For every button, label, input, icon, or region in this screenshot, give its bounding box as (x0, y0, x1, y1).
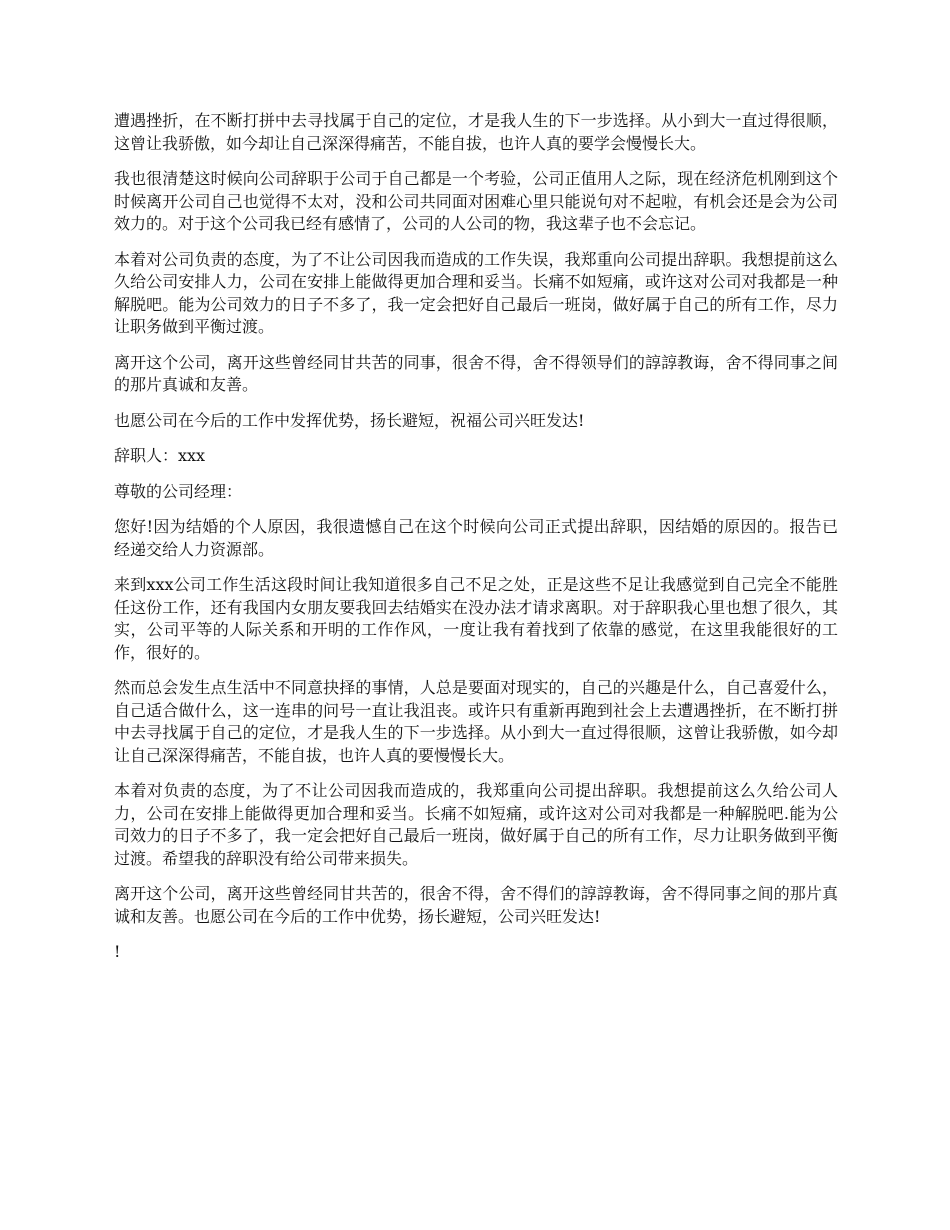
paragraph-2: 我也很清楚这时候向公司辞职于公司于自己都是一个考验，公司正值用人之际，现在经济危机刚到这个时候离开公司自己也觉得不太对，没和公司共同面对困难心里只能说句对不起啦，有机会还是会为公司效力的。对于这个公司我已经有感情了，公司的人公司的物，我这辈子也不会忘记。 (114, 169, 838, 233)
document-page (114, 110, 838, 977)
paragraph-1: 遭遇挫折，在不断打拼中去寻找属于自己的定位，才是我人生的下一步选择。从小到大一直过得很顺，这曾让我骄傲，如今却让自己深深得痛苦，不能自拔，也许人真的要学会慢慢长大。 (114, 111, 838, 153)
salutation: 尊敬的公司经理： (114, 481, 243, 501)
paragraph-11: 本着对负责的态度，为了不让公司因我而造成的，我郑重向公司提出辞职。我想提前这么久给公司人力，公司在安排上能做得更加合理和妥当。长痛不如短痛，或许这对公司对我都是一种解脱吧.能为公司效力的日子不多了，我一定会把好自己最后一班岗，做好属于自己的所有工作，尽力让职务做到平衡过渡。希望我的辞职没有给公司带来损失。 (114, 781, 838, 868)
paragraph-10: 然而总会发生点生活中不同意抉择的事情，人总是要面对现实的，自己的兴趣是什么，自己喜爱什么，自己适合做什么，这一连串的问号一直让我沮丧。或许只有重新再跑到社会上去遭遇挫折，在不断打拼中去寻找属于自己的定位，才是我人生的下一步选择。从小到大一直过得很顺，这曾让我骄傲，如今却让自己深深得痛苦，不能自拔，也许人真的要慢慢长大。 (114, 678, 838, 765)
paragraph-9: 来到xxx公司工作生活这段时间让我知道很多自己不足之处，正是这些不足让我感觉到自己完全不能胜任这份工作，还有我国内女朋友要我回去结婚实在没办法才请求离职。对于辞职我心里也想了很久，其实，公司平等的人际关系和开明的工作作风，一度让我有着找到了依靠的感觉，在这里我能很好的工作，很好的。 (114, 575, 838, 662)
paragraph-8: 您好!因为结婚的个人原因，我很遗憾自己在这个时候向公司正式提出辞职，因结婚的原因的。报告已经递交给人力资源部。 (114, 517, 838, 559)
paragraph-3: 本着对公司负责的态度，为了不让公司因我而造成的工作失误，我郑重向公司提出辞职。我想提前这么久给公司安排人力，公司在安排上能做得更加合理和妥当。长痛不如短痛，或许这对公司对我都是一种解脱吧。能为公司效力的日子不多了，我一定会把好自己最后一班岗，做好属于自己的所有工作，尽力让职务做到平衡过渡。 (114, 249, 838, 336)
signature-line: 辞职人：xxx (114, 446, 206, 465)
paragraph-4: 离开这个公司，离开这些曾经同甘共苦的同事，很舍不得，舍不得领导们的諄諄教诲，舍不得同事之间的那片真诚和友善。 (114, 352, 838, 394)
paragraph-5: 也愿公司在今后的工作中发挥优势，扬长避短，祝福公司兴旺发达! (114, 410, 585, 430)
closing-mark: ! (114, 942, 121, 961)
paragraph-12: 离开这个公司，离开这些曾经同甘共苦的，很舍不得，舍不得们的諄諄教诲，舍不得同事之间的那片真诚和友善。也愿公司在今后的工作中优势，扬长避短，公司兴旺发达! (114, 884, 838, 926)
